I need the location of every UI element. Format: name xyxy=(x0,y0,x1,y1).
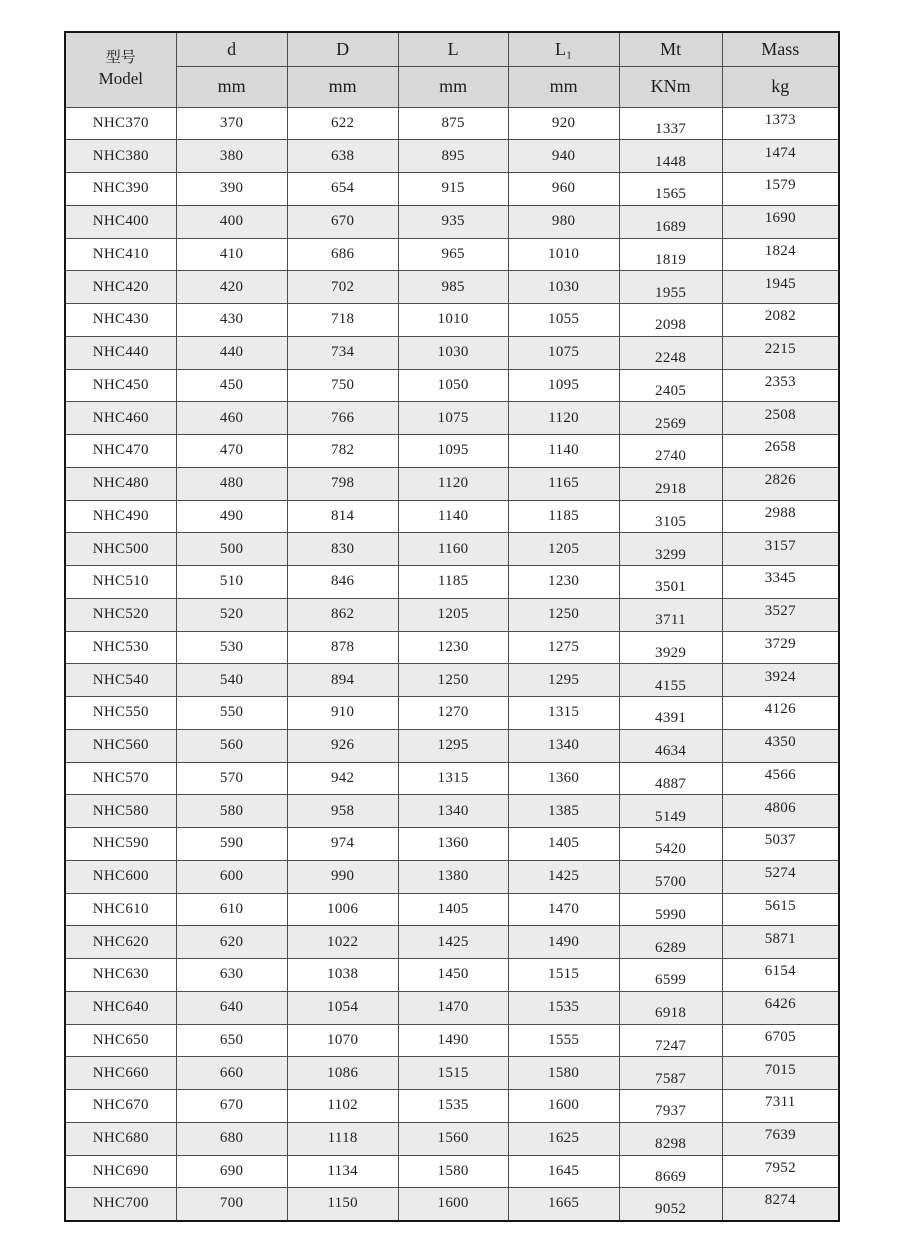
data-cell: 980 xyxy=(508,205,619,238)
table-row xyxy=(65,729,839,762)
model-cell: NHC650 xyxy=(65,1024,176,1057)
data-cell: 1185 xyxy=(508,500,619,533)
data-cell: 1250 xyxy=(398,664,508,697)
data-cell: 1490 xyxy=(398,1024,508,1057)
data-cell: 960 xyxy=(508,173,619,206)
data-cell: 1160 xyxy=(398,533,508,566)
data-cell: 450 xyxy=(176,369,287,402)
data-cell: 1022 xyxy=(287,926,398,959)
data-cell: 550 xyxy=(176,697,287,730)
model-cell: NHC630 xyxy=(65,959,176,992)
data-cell: 958 xyxy=(287,795,398,828)
data-cell: 985 xyxy=(398,271,508,304)
data-cell: 7247 xyxy=(619,1024,722,1057)
spec-table-container xyxy=(64,31,840,1222)
data-cell: 2098 xyxy=(619,304,722,337)
model-cell: NHC640 xyxy=(65,991,176,1024)
table-row xyxy=(65,1155,839,1188)
data-cell: 1134 xyxy=(287,1155,398,1188)
data-cell: 4806 xyxy=(722,795,839,828)
table-row xyxy=(65,664,839,697)
model-cell: NHC470 xyxy=(65,435,176,468)
data-cell: 7015 xyxy=(722,1057,839,1090)
data-cell: 1010 xyxy=(508,238,619,271)
table-row xyxy=(65,566,839,599)
data-cell: 1295 xyxy=(398,729,508,762)
data-cell: 8274 xyxy=(722,1188,839,1221)
data-cell: 5700 xyxy=(619,860,722,893)
data-cell: 6599 xyxy=(619,959,722,992)
header-L1: L₁ xyxy=(508,32,619,66)
data-cell: 1102 xyxy=(287,1090,398,1123)
model-cell: NHC410 xyxy=(65,238,176,271)
table-header xyxy=(65,32,839,107)
data-cell: 4350 xyxy=(722,729,839,762)
data-cell: 1140 xyxy=(508,435,619,468)
data-cell: 2658 xyxy=(722,435,839,468)
table-row xyxy=(65,1188,839,1221)
data-cell: 510 xyxy=(176,566,287,599)
data-cell: 965 xyxy=(398,238,508,271)
data-cell: 1010 xyxy=(398,304,508,337)
data-cell: 640 xyxy=(176,991,287,1024)
data-cell: 1580 xyxy=(508,1057,619,1090)
data-cell: 2248 xyxy=(619,336,722,369)
table-row xyxy=(65,959,839,992)
data-cell: 6426 xyxy=(722,991,839,1024)
data-cell: 1055 xyxy=(508,304,619,337)
data-cell: 370 xyxy=(176,107,287,140)
data-cell: 1230 xyxy=(398,631,508,664)
data-cell: 1120 xyxy=(508,402,619,435)
model-cell: NHC670 xyxy=(65,1090,176,1123)
table-row xyxy=(65,828,839,861)
data-cell: 1275 xyxy=(508,631,619,664)
data-cell: 590 xyxy=(176,828,287,861)
data-cell: 420 xyxy=(176,271,287,304)
data-cell: 750 xyxy=(287,369,398,402)
data-cell: 1006 xyxy=(287,893,398,926)
data-cell: 1360 xyxy=(398,828,508,861)
data-cell: 4887 xyxy=(619,762,722,795)
data-cell: 1470 xyxy=(398,991,508,1024)
data-cell: 935 xyxy=(398,205,508,238)
data-cell: 1075 xyxy=(508,336,619,369)
table-row xyxy=(65,991,839,1024)
data-cell: 1555 xyxy=(508,1024,619,1057)
model-cell: NHC390 xyxy=(65,173,176,206)
table-row xyxy=(65,238,839,271)
data-cell: 1535 xyxy=(508,991,619,1024)
data-cell: 1095 xyxy=(508,369,619,402)
model-cell: NHC700 xyxy=(65,1188,176,1221)
data-cell: 814 xyxy=(287,500,398,533)
data-cell: 1165 xyxy=(508,467,619,500)
data-cell: 5037 xyxy=(722,828,839,861)
data-cell: 3345 xyxy=(722,566,839,599)
data-cell: 2353 xyxy=(722,369,839,402)
data-cell: 2569 xyxy=(619,402,722,435)
data-cell: 6289 xyxy=(619,926,722,959)
model-cell: NHC600 xyxy=(65,860,176,893)
data-cell: 430 xyxy=(176,304,287,337)
table-row xyxy=(65,173,839,206)
data-cell: 8298 xyxy=(619,1122,722,1155)
data-cell: 680 xyxy=(176,1122,287,1155)
unit-D: mm xyxy=(287,66,398,107)
data-cell: 1425 xyxy=(398,926,508,959)
data-cell: 734 xyxy=(287,336,398,369)
data-cell: 1600 xyxy=(508,1090,619,1123)
table-row xyxy=(65,762,839,795)
data-cell: 875 xyxy=(398,107,508,140)
data-cell: 1337 xyxy=(619,107,722,140)
data-cell: 1625 xyxy=(508,1122,619,1155)
data-cell: 410 xyxy=(176,238,287,271)
data-cell: 5990 xyxy=(619,893,722,926)
data-cell: 380 xyxy=(176,140,287,173)
data-cell: 846 xyxy=(287,566,398,599)
data-cell: 1118 xyxy=(287,1122,398,1155)
data-cell: 3929 xyxy=(619,631,722,664)
data-cell: 400 xyxy=(176,205,287,238)
data-cell: 622 xyxy=(287,107,398,140)
data-cell: 686 xyxy=(287,238,398,271)
data-cell: 782 xyxy=(287,435,398,468)
unit-d: mm xyxy=(176,66,287,107)
data-cell: 6154 xyxy=(722,959,839,992)
data-cell: 1295 xyxy=(508,664,619,697)
table-row xyxy=(65,402,839,435)
data-cell: 920 xyxy=(508,107,619,140)
unit-L1: mm xyxy=(508,66,619,107)
model-cell: NHC500 xyxy=(65,533,176,566)
data-cell: 1054 xyxy=(287,991,398,1024)
data-cell: 1270 xyxy=(398,697,508,730)
data-cell: 1095 xyxy=(398,435,508,468)
data-cell: 570 xyxy=(176,762,287,795)
data-cell: 1030 xyxy=(508,271,619,304)
table-row xyxy=(65,893,839,926)
data-cell: 580 xyxy=(176,795,287,828)
table-row xyxy=(65,336,839,369)
data-cell: 862 xyxy=(287,598,398,631)
data-cell: 390 xyxy=(176,173,287,206)
data-cell: 1945 xyxy=(722,271,839,304)
data-cell: 1230 xyxy=(508,566,619,599)
data-cell: 1140 xyxy=(398,500,508,533)
header-model-zh: 型号 xyxy=(105,50,136,67)
data-cell: 6918 xyxy=(619,991,722,1024)
data-cell: 7639 xyxy=(722,1122,839,1155)
data-cell: 1580 xyxy=(398,1155,508,1188)
data-cell: 1373 xyxy=(722,107,839,140)
data-cell: 3157 xyxy=(722,533,839,566)
data-cell: 1405 xyxy=(398,893,508,926)
data-cell: 670 xyxy=(176,1090,287,1123)
table-row xyxy=(65,926,839,959)
data-cell: 2508 xyxy=(722,402,839,435)
model-cell: NHC620 xyxy=(65,926,176,959)
header-L: L xyxy=(398,32,508,66)
data-cell: 940 xyxy=(508,140,619,173)
model-cell: NHC540 xyxy=(65,664,176,697)
header-model xyxy=(65,32,176,107)
data-cell: 1474 xyxy=(722,140,839,173)
table-row xyxy=(65,533,839,566)
model-cell: NHC530 xyxy=(65,631,176,664)
model-cell: NHC550 xyxy=(65,697,176,730)
data-cell: 5274 xyxy=(722,860,839,893)
model-cell: NHC510 xyxy=(65,566,176,599)
data-cell: 2405 xyxy=(619,369,722,402)
table-row xyxy=(65,467,839,500)
data-cell: 500 xyxy=(176,533,287,566)
data-cell: 1535 xyxy=(398,1090,508,1123)
data-cell: 3924 xyxy=(722,664,839,697)
data-cell: 1645 xyxy=(508,1155,619,1188)
data-cell: 4391 xyxy=(619,697,722,730)
data-cell: 974 xyxy=(287,828,398,861)
model-cell: NHC460 xyxy=(65,402,176,435)
table-row xyxy=(65,1122,839,1155)
model-cell: NHC420 xyxy=(65,271,176,304)
data-cell: 1579 xyxy=(722,173,839,206)
data-cell: 3729 xyxy=(722,631,839,664)
data-cell: 910 xyxy=(287,697,398,730)
table-row xyxy=(65,271,839,304)
data-cell: 1360 xyxy=(508,762,619,795)
model-cell: NHC430 xyxy=(65,304,176,337)
model-cell: NHC590 xyxy=(65,828,176,861)
data-cell: 1690 xyxy=(722,205,839,238)
data-cell: 9052 xyxy=(619,1188,722,1221)
model-cell: NHC580 xyxy=(65,795,176,828)
data-cell: 1470 xyxy=(508,893,619,926)
data-cell: 1665 xyxy=(508,1188,619,1221)
data-cell: 895 xyxy=(398,140,508,173)
data-cell: 766 xyxy=(287,402,398,435)
table-row xyxy=(65,1090,839,1123)
unit-Mass: kg xyxy=(722,66,839,107)
header-Mt: Mt xyxy=(619,32,722,66)
model-cell: NHC440 xyxy=(65,336,176,369)
data-cell: 2918 xyxy=(619,467,722,500)
data-cell: 7952 xyxy=(722,1155,839,1188)
model-cell: NHC560 xyxy=(65,729,176,762)
data-cell: 1515 xyxy=(398,1057,508,1090)
table-row xyxy=(65,631,839,664)
data-cell: 798 xyxy=(287,467,398,500)
model-cell: NHC690 xyxy=(65,1155,176,1188)
data-cell: 1819 xyxy=(619,238,722,271)
model-cell: NHC380 xyxy=(65,140,176,173)
table-row xyxy=(65,1024,839,1057)
data-cell: 1120 xyxy=(398,467,508,500)
data-cell: 1560 xyxy=(398,1122,508,1155)
data-cell: 1050 xyxy=(398,369,508,402)
model-cell: NHC570 xyxy=(65,762,176,795)
data-cell: 942 xyxy=(287,762,398,795)
data-cell: 2215 xyxy=(722,336,839,369)
data-cell: 638 xyxy=(287,140,398,173)
data-cell: 8669 xyxy=(619,1155,722,1188)
data-cell: 3299 xyxy=(619,533,722,566)
model-cell: NHC660 xyxy=(65,1057,176,1090)
data-cell: 4566 xyxy=(722,762,839,795)
data-cell: 6705 xyxy=(722,1024,839,1057)
header-model-en: Model xyxy=(98,69,143,89)
data-cell: 1450 xyxy=(398,959,508,992)
table-row xyxy=(65,140,839,173)
data-cell: 470 xyxy=(176,435,287,468)
data-cell: 3501 xyxy=(619,566,722,599)
data-cell: 4634 xyxy=(619,729,722,762)
table-row xyxy=(65,304,839,337)
data-cell: 654 xyxy=(287,173,398,206)
data-cell: 1955 xyxy=(619,271,722,304)
data-cell: 4126 xyxy=(722,697,839,730)
data-cell: 660 xyxy=(176,1057,287,1090)
header-d: d xyxy=(176,32,287,66)
data-cell: 1565 xyxy=(619,173,722,206)
data-cell: 1405 xyxy=(508,828,619,861)
data-cell: 990 xyxy=(287,860,398,893)
data-cell: 670 xyxy=(287,205,398,238)
data-cell: 1205 xyxy=(508,533,619,566)
table-row xyxy=(65,795,839,828)
data-cell: 1075 xyxy=(398,402,508,435)
data-cell: 560 xyxy=(176,729,287,762)
data-cell: 1689 xyxy=(619,205,722,238)
data-cell: 830 xyxy=(287,533,398,566)
data-cell: 3527 xyxy=(722,598,839,631)
table-body xyxy=(65,107,839,1221)
data-cell: 1515 xyxy=(508,959,619,992)
data-cell: 460 xyxy=(176,402,287,435)
data-cell: 5420 xyxy=(619,828,722,861)
data-cell: 1070 xyxy=(287,1024,398,1057)
data-cell: 1086 xyxy=(287,1057,398,1090)
data-cell: 490 xyxy=(176,500,287,533)
data-cell: 1425 xyxy=(508,860,619,893)
table-row xyxy=(65,860,839,893)
table-row xyxy=(65,205,839,238)
data-cell: 1600 xyxy=(398,1188,508,1221)
data-cell: 620 xyxy=(176,926,287,959)
model-cell: NHC370 xyxy=(65,107,176,140)
table-row xyxy=(65,500,839,533)
model-cell: NHC680 xyxy=(65,1122,176,1155)
table-row xyxy=(65,1057,839,1090)
data-cell: 1448 xyxy=(619,140,722,173)
data-cell: 3105 xyxy=(619,500,722,533)
data-cell: 530 xyxy=(176,631,287,664)
data-cell: 2826 xyxy=(722,467,839,500)
data-cell: 1380 xyxy=(398,860,508,893)
data-cell: 440 xyxy=(176,336,287,369)
data-cell: 1185 xyxy=(398,566,508,599)
model-cell: NHC400 xyxy=(65,205,176,238)
model-cell: NHC610 xyxy=(65,893,176,926)
data-cell: 610 xyxy=(176,893,287,926)
data-cell: 1340 xyxy=(398,795,508,828)
data-cell: 1824 xyxy=(722,238,839,271)
data-cell: 1385 xyxy=(508,795,619,828)
data-cell: 650 xyxy=(176,1024,287,1057)
data-cell: 630 xyxy=(176,959,287,992)
data-cell: 1150 xyxy=(287,1188,398,1221)
data-cell: 1315 xyxy=(508,697,619,730)
data-cell: 600 xyxy=(176,860,287,893)
data-cell: 5149 xyxy=(619,795,722,828)
data-cell: 690 xyxy=(176,1155,287,1188)
model-cell: NHC490 xyxy=(65,500,176,533)
data-cell: 894 xyxy=(287,664,398,697)
data-cell: 5871 xyxy=(722,926,839,959)
table-row xyxy=(65,697,839,730)
data-cell: 1490 xyxy=(508,926,619,959)
data-cell: 5615 xyxy=(722,893,839,926)
coupling-spec-table xyxy=(64,31,840,1222)
data-cell: 926 xyxy=(287,729,398,762)
data-cell: 1340 xyxy=(508,729,619,762)
model-cell: NHC450 xyxy=(65,369,176,402)
table-row xyxy=(65,369,839,402)
data-cell: 1205 xyxy=(398,598,508,631)
data-cell: 540 xyxy=(176,664,287,697)
data-cell: 915 xyxy=(398,173,508,206)
data-cell: 520 xyxy=(176,598,287,631)
data-cell: 1030 xyxy=(398,336,508,369)
table-row xyxy=(65,435,839,468)
data-cell: 702 xyxy=(287,271,398,304)
data-cell: 2988 xyxy=(722,500,839,533)
header-Mass: Mass xyxy=(722,32,839,66)
data-cell: 700 xyxy=(176,1188,287,1221)
unit-L: mm xyxy=(398,66,508,107)
data-cell: 1250 xyxy=(508,598,619,631)
data-cell: 7937 xyxy=(619,1090,722,1123)
data-cell: 2740 xyxy=(619,435,722,468)
data-cell: 4155 xyxy=(619,664,722,697)
data-cell: 2082 xyxy=(722,304,839,337)
data-cell: 3711 xyxy=(619,598,722,631)
header-D: D xyxy=(287,32,398,66)
model-cell: NHC520 xyxy=(65,598,176,631)
table-row xyxy=(65,598,839,631)
data-cell: 1038 xyxy=(287,959,398,992)
unit-Mt: KNm xyxy=(619,66,722,107)
table-row xyxy=(65,107,839,140)
model-cell: NHC480 xyxy=(65,467,176,500)
data-cell: 7311 xyxy=(722,1090,839,1123)
data-cell: 718 xyxy=(287,304,398,337)
data-cell: 1315 xyxy=(398,762,508,795)
data-cell: 480 xyxy=(176,467,287,500)
data-cell: 7587 xyxy=(619,1057,722,1090)
data-cell: 878 xyxy=(287,631,398,664)
